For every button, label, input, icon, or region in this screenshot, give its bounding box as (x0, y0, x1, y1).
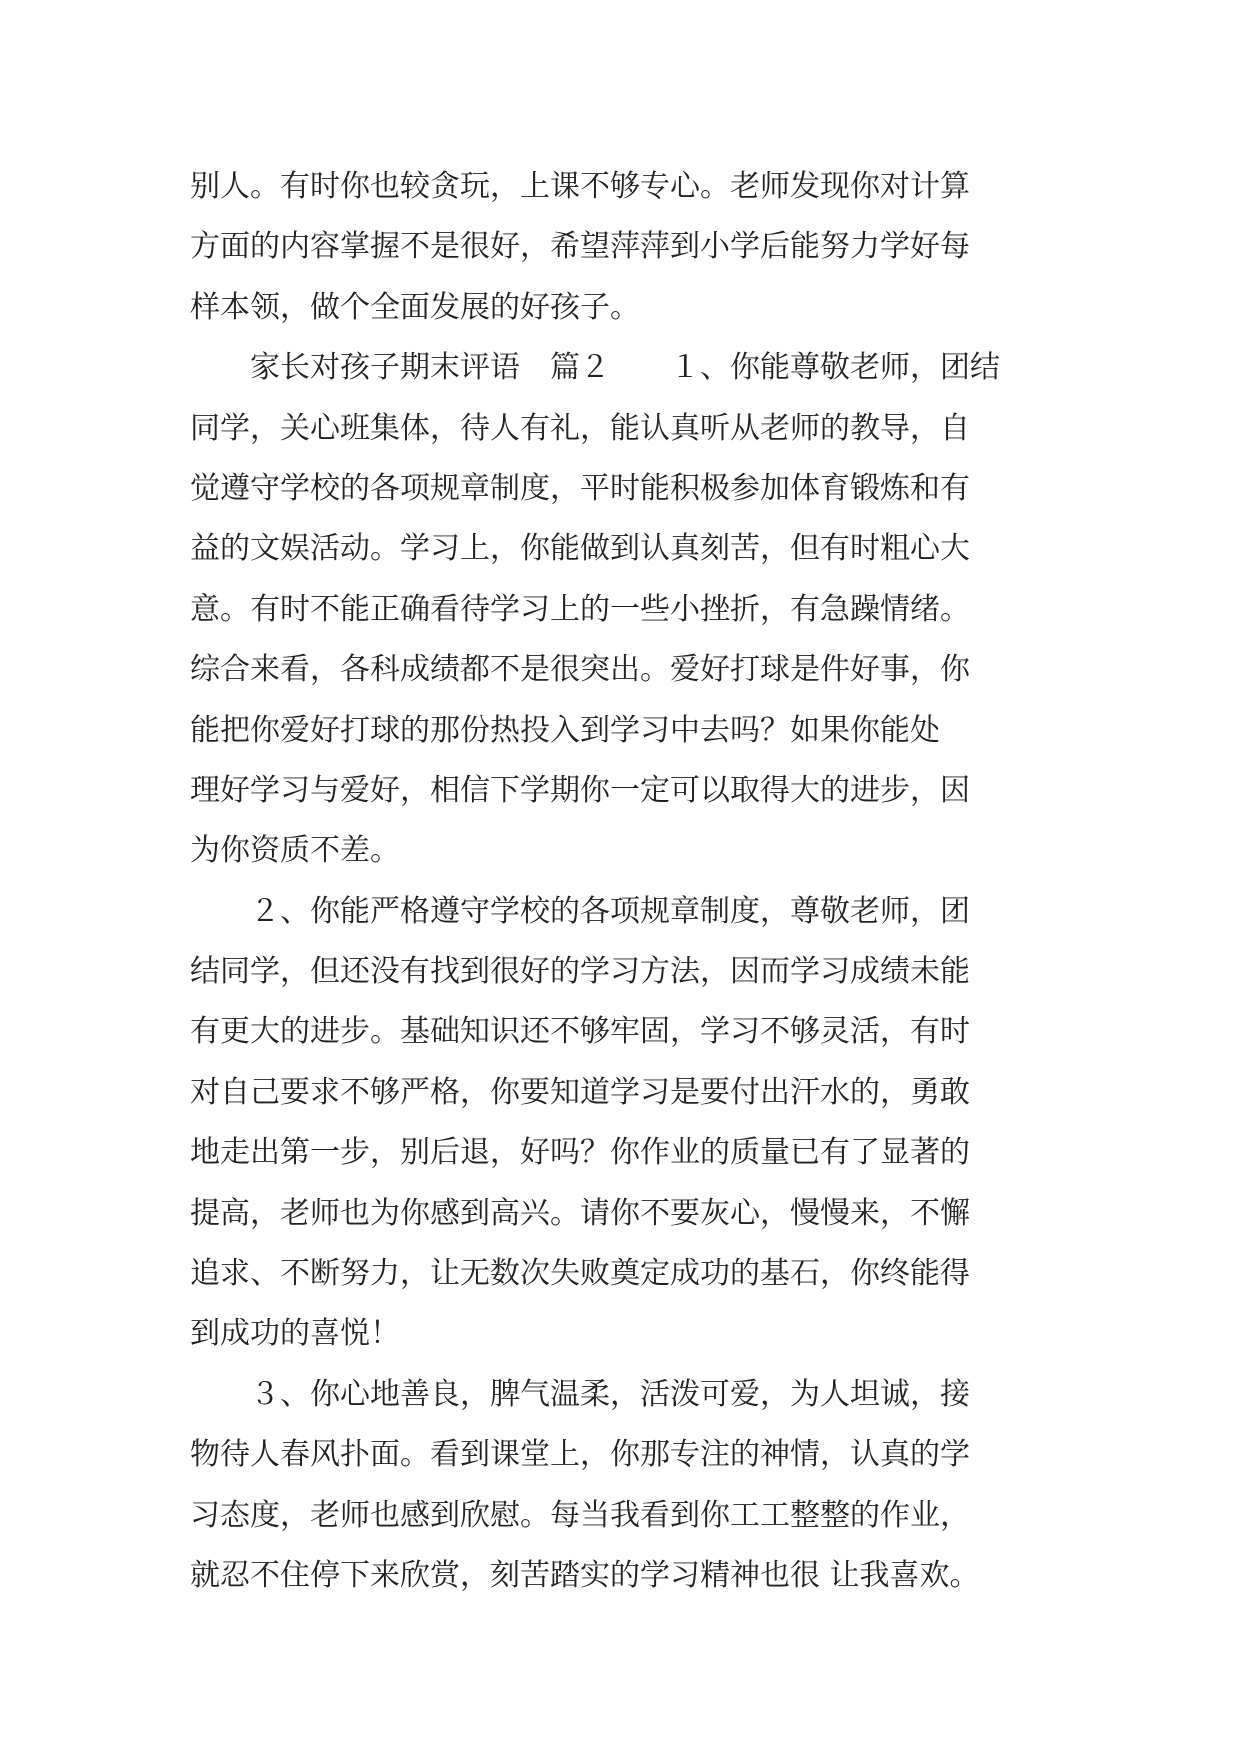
text-line: 方面的内容掌握不是很好，希望萍萍到小学后能努力学好每 (190, 229, 970, 265)
text-line: 样本领，做个全面发展的好孩子。 (190, 289, 640, 325)
text-line: 提高，老师也为你感到高兴。请你不要灰心，慢慢来，不懈 (190, 1195, 970, 1231)
text-line: 物待人春风扑面。看到课堂上，你那专注的神情，认真的学 (190, 1437, 970, 1473)
text-line: 别人。有时你也较贪玩，上课不够专心。老师发现你对计算 (190, 169, 970, 204)
text-line: ３、你心地善良，脾气温柔，活泼可爱，为人坦诚，接 (190, 1376, 970, 1412)
text-line: 意。有时不能正确看待学习上的一些小挫折，有急躁情绪。 (190, 591, 970, 627)
text-line: 益的文娱活动。学习上，你能做到认真刻苦，但有时粗心大 (190, 531, 970, 567)
text-line: ２、你能严格遵守学校的各项规章制度，尊敬老师，团 (190, 893, 970, 929)
text-line: 到成功的喜悦！ (190, 1316, 400, 1352)
text-line: 对自己要求不够严格，你要知道学习是要付出汗水的，勇敢 (190, 1074, 970, 1110)
body-text (190, 157, 1070, 1606)
text-line: 习态度，老师也感到欣慰。每当我看到你工工整整的作业， (190, 1497, 970, 1533)
text-line: 理好学习与爱好，相信下学期你一定可以取得大的进步，因 (190, 772, 970, 808)
text-line: 地走出第一步，别后退，好吗？你作业的质量已有了显著的 (190, 1135, 970, 1171)
text-line: 觉遵守学校的各项规章制度，平时能积极参加体育锻炼和有 (190, 470, 970, 506)
text-line: 有更大的进步。基础知识还不够牢固，学习不够灵活，有时 (190, 1014, 970, 1050)
text-line: 能把你爱好打球的那份热投入到学习中去吗？如果你能处 (190, 712, 940, 748)
text-line: 结同学，但还没有找到很好的学习方法，因而学习成绩未能 (190, 954, 970, 990)
text-line: 追求、不断努力，让无数次失败奠定成功的基石，你终能得 (190, 1256, 970, 1292)
text-line: 同学，关心班集体，待人有礼，能认真听从老师的教导，自 (190, 410, 970, 446)
text-line: 综合来看，各科成绩都不是很突出。爱好打球是件好事，你 (190, 652, 970, 688)
text-line: 家长对孩子期末评语 篇２ １、你能尊敬老师，团结 (190, 350, 1000, 386)
text-line: 就忍不住停下来欣赏，刻苦踏实的学习精神也很 让我喜欢。 (190, 1557, 980, 1593)
text-line: 为你资质不差。 (190, 833, 400, 869)
